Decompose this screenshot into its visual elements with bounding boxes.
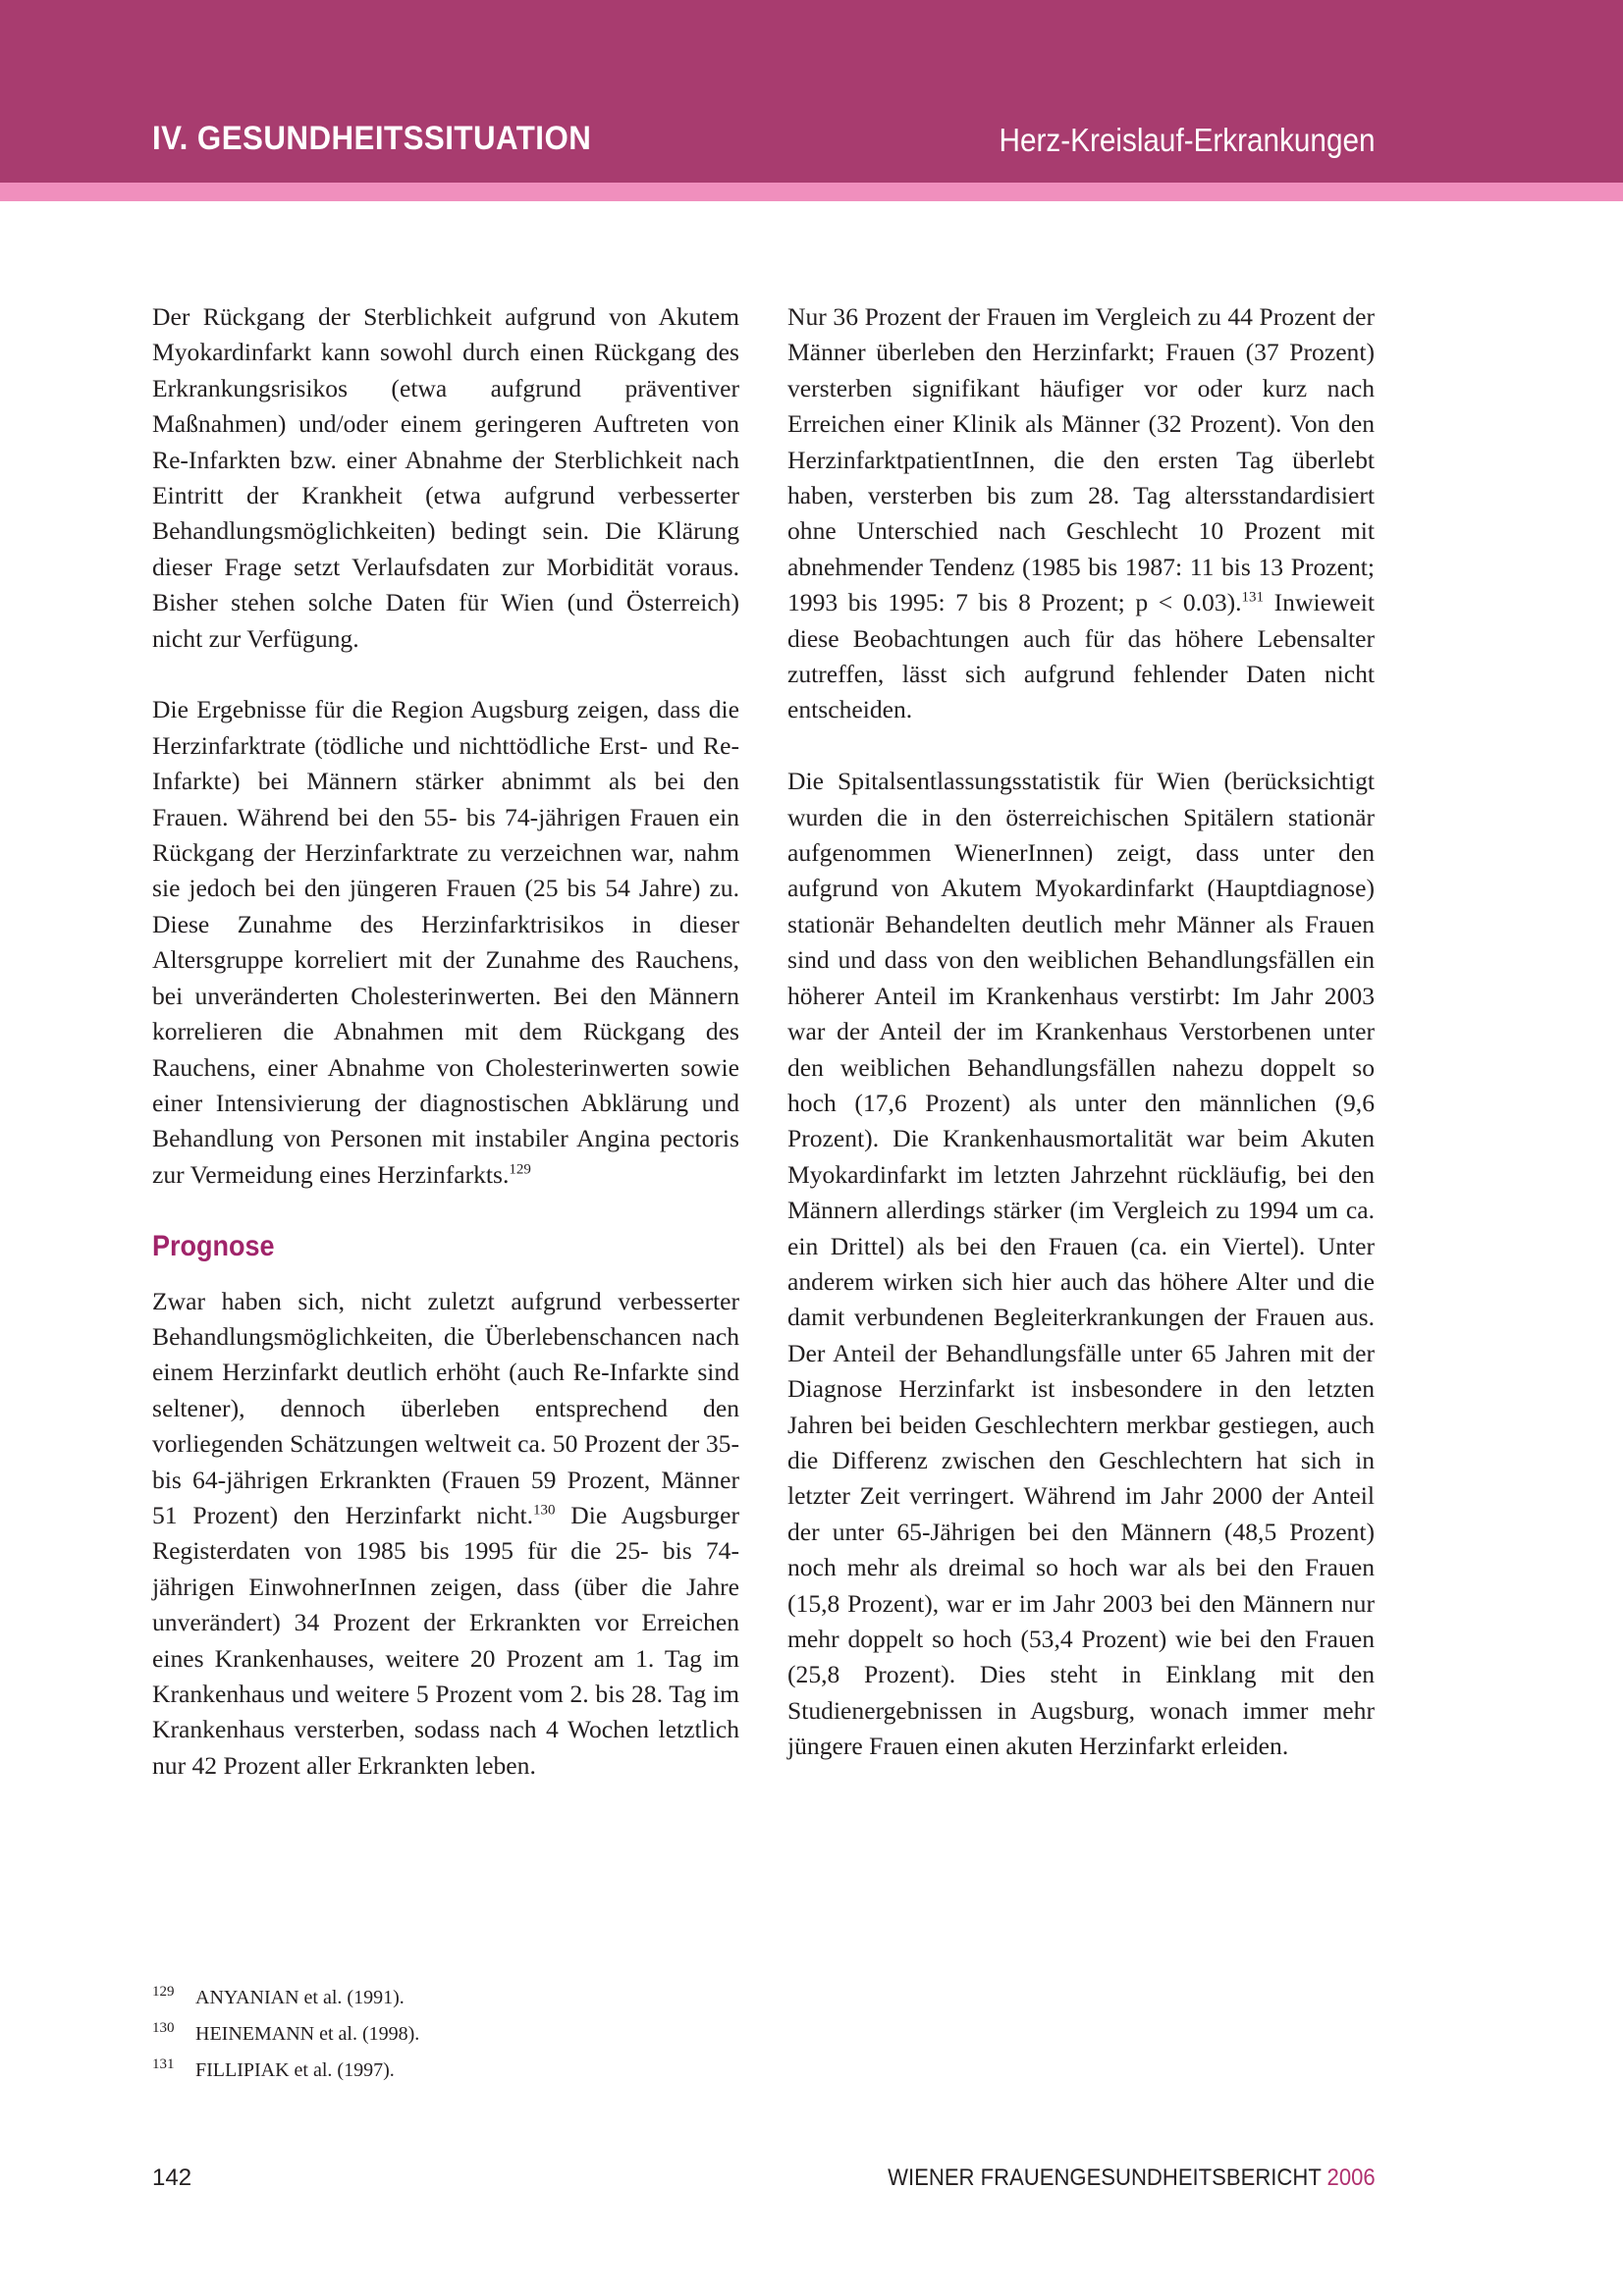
section-heading: Prognose: [152, 1229, 275, 1262]
report-year: 2006: [1326, 2164, 1376, 2191]
footnote-ref[interactable]: 130: [532, 1502, 556, 1519]
paragraph: Die Spitalsentlassungsstatistik für Wien (berücksichtigt wurden die in den österreichischen Spitälern stationär aufgenommen WienerInnen) zeigt, dass unter den aufgrund von Akutem Myokardinfarkt (Hauptdiagnose) stationär Behandelten deutlich mehr Männer als Frauen sind und dass von den weiblichen Behandlungsfällen ein höherer Anteil im Krankenhaus verstirbt: Im Jahr 2003 war der Anteil der im Krankenhaus Verstorbenen unter den weiblichen Behandlungsfällen nahezu doppelt so hoch (17,6 Prozent) als unter den männlichen (9,6 Prozent). Die Krankenhausmortalität war beim Akuten Myokardinfarkt im letzten Jahrzehnt rückläufig, bei den Männern allerdings stärker (im Vergleich zu 1994 um ca. ein Drittel) als bei den Frauen (ca. ein Viertel). Unter anderem wirken sich hier auch das höhere Alter und die damit verbundenen Begleiterkrankungen der Frauen aus. Der Anteil der Behandlungsfälle unter 65 Jahren mit der Diagnose Herzinfarkt ist insbesondere in den letzten Jahren bei beiden Geschlechtern merkbar gestiegen, auch die Differenz zwischen den Geschlechtern hat sich in letzter Zeit verringert. Während im Jahr 2000 der Anteil der unter 65-Jährigen bei den Männern (48,5 Prozent) noch mehr als dreimal so hoch war als bei den Frauen (15,8 Prozent), war er im Jahr 2003 bei den Männern nur mehr doppelt so hoch (53,4 Prozent) wie bei den Frauen (25,8 Prozent). Dies steht in Einklang mit den Studienergebnissen in Augsburg, wonach immer mehr jüngere Frauen einen akuten Herzinfarkt erleiden.: [787, 767, 1375, 1761]
footnote-ref[interactable]: 129: [509, 1161, 531, 1178]
footnote-text: FILLIPIAK et al. (1997).: [195, 2059, 395, 2081]
footnote: [152, 2054, 839, 2090]
footnote: [152, 2017, 839, 2054]
paragraph: Nur 36 Prozent der Frauen im Vergleich zu 44 Prozent der Männer überleben den Herzinfarkt; Frauen (37 Prozent) versterben signifikant häufiger vor oder kurz nach Erreichen einer Klinik als Männer (32 Prozent). Von den HerzinfarktpatientInnen, die den ersten Tag überlebt haben, versterben bis zum 28. Tag altersstandardisiert ohne Unterschied nach Geschlecht 10 Prozent mit abnehmender Tendenz (1985 bis 1987: 11 bis 13 Prozent; 1993 bis 1995: 7 bis 8 Prozent; p < 0.03).$^{131}$ Inwieweit diese Beobachtungen auch für das höhere Lebensalter zutreffen, lässt sich aufgrund fehlender Daten nicht entscheiden.: [787, 302, 1375, 724]
footnote-ref[interactable]: 131: [1241, 589, 1265, 606]
chapter-title: IV. GESUNDHEITSSITUATION: [152, 120, 592, 157]
paragraph: Die Ergebnisse für die Region Augsburg zeigen, dass die Herzinfarktrate (tödliche und nichttödliche Erst- und Re-Infarkte) bei Männern stärker abnimmt als bei den Frauen. Während bei den 55- bis 74-jährigen Frauen ein Rückgang der Herzinfarktrate zu verzeichnen war, nahm sie jedoch bei den jüngeren Frauen (25 bis 54 Jahre) zu. Diese Zunahme des Herzinfarktrisikos in dieser Altersgruppe korreliert mit der Zunahme des Rauchens, bei unveränderten Cholesterinwerten. Bei den Männern korrelieren die Abnahmen mit dem Rückgang des Rauchens, einer Abnahme von Cholesterinwerten sowie einer Intensivierung der diagnostischen Abklärung und Behandlung von Personen mit instabiler Angina pectoris zur Vermeidung eines Herzinfarkts.$^{129}$: [152, 695, 739, 1189]
header-stripe: [0, 183, 1623, 201]
footnotes: [152, 1981, 839, 2090]
paragraph: Der Rückgang der Sterblichkeit aufgrund von Akutem Myokardinfarkt kann sowohl durch einen Rückgang des Erkrankungsrisikos (etwa aufgrund präventiver Maßnahmen) und/oder einem geringeren Auftreten von Re-Infarkten bzw. einer Abnahme der Sterblichkeit nach Eintritt der Krankheit (etwa aufgrund verbesserter Behandlungsmöglichkeiten) bedingt sein. Die Klärung dieser Frage setzt Verlaufsdaten zur Morbidität voraus. Bisher stehen solche Daten für Wien (und Österreich) nicht zur Verfügung.: [152, 302, 739, 653]
footnote: [152, 1981, 839, 2017]
topic-title: Herz-Kreislauf-Erkrankungen: [1000, 122, 1376, 158]
footnote-text: ANYANIAN et al. (1991).: [195, 1987, 405, 2008]
paragraph: Zwar haben sich, nicht zuletzt aufgrund verbesserter Behandlungsmöglichkeiten, die Überlebenschancen nach einem Herzinfarkt deutlich erhöht (auch Re-Infarkte sind seltener), dennoch überleben entsprechend den vorliegenden Schätzungen weltweit ca. 50 Prozent der 35- bis 64-jährigen Erkrankten (Frauen 59 Prozent, Männer 51 Prozent) den Herzinfarkt nicht.$^{130}$ Die Augsburger Registerdaten von 1985 bis 1995 für die 25- bis 74-jährigen EinwohnerInnen zeigen, dass (über die Jahre unverändert) 34 Prozent der Erkrankten vor Erreichen eines Krankenhauses, weitere 20 Prozent am 1. Tag im Krankenhaus und weitere 5 Prozent vom 2. bis 28. Tag im Krankenhaus versterben, sodass nach 4 Wochen letztlich nur 42 Prozent aller Erkrankten leben.: [152, 1286, 739, 1780]
footnote-text: HEINEMANN et al. (1998).: [195, 2023, 420, 2045]
report-title: WIENER FRAUENGESUNDHEITSBERICHT 2006: [888, 2164, 1376, 2191]
footnote-number: 130: [152, 2020, 175, 2036]
footnote-number: 131: [152, 2056, 175, 2072]
right-column: [787, 299, 1375, 1765]
page-number: 142: [152, 2164, 192, 2191]
left-column: [152, 299, 739, 1784]
footnote-number: 129: [152, 1984, 175, 2000]
